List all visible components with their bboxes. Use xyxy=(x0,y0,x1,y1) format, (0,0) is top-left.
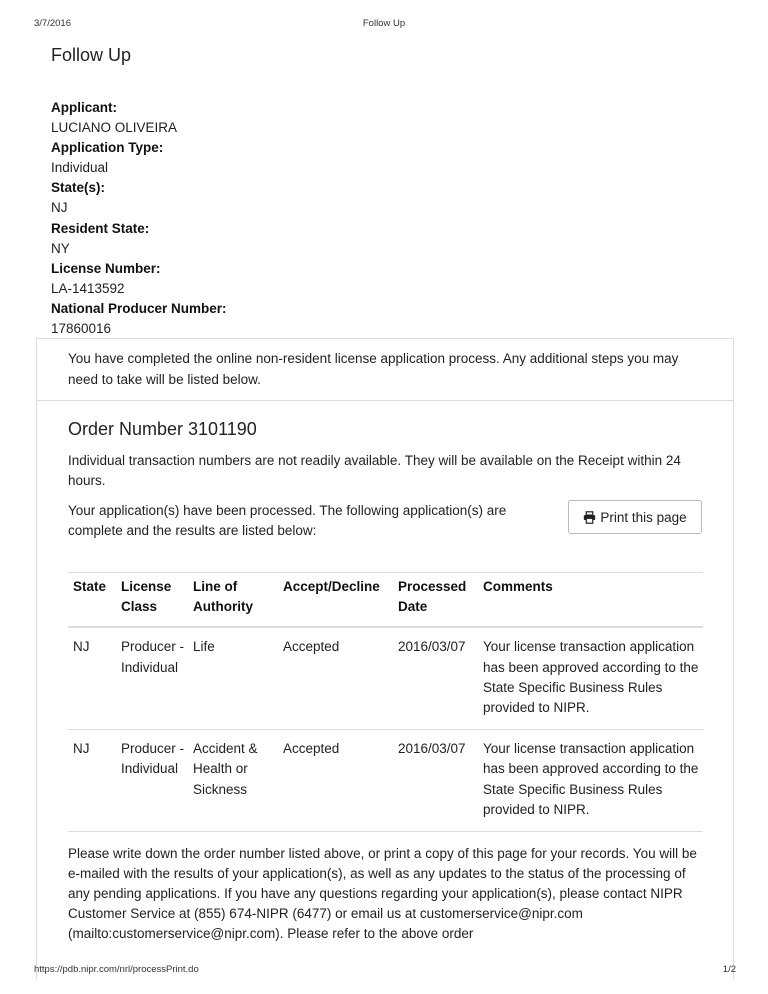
header-state: State xyxy=(73,579,107,594)
cell-processed-date: 2016/03/07 xyxy=(398,639,466,655)
cell-line-of-authority: Life xyxy=(193,639,215,655)
npn-label: National Producer Number: xyxy=(51,300,227,316)
cell-accept-decline: Accepted xyxy=(283,741,340,757)
completion-notice: You have completed the online non-resident license application process. Any additional steps you may need to take will be listed below. xyxy=(68,351,679,387)
table-row xyxy=(68,627,703,729)
cell-accept-decline: Accepted xyxy=(283,639,340,655)
cell-processed-date: 2016/03/07 xyxy=(398,741,466,757)
table-header-row xyxy=(68,573,703,628)
print-icon xyxy=(583,511,596,524)
print-header-date: 3/7/2016 xyxy=(34,18,71,29)
license-number-value: LA-1413592 xyxy=(51,280,125,296)
cell-state: NJ xyxy=(73,639,90,655)
states-value: NJ xyxy=(51,200,68,216)
resident-state-value: NY xyxy=(51,240,70,256)
cell-state: NJ xyxy=(73,741,90,757)
header-processed-date: Processed Date xyxy=(398,579,467,615)
cell-comments: Your license transaction application has been approved according to the State Specific Business Rules provided to NIPR. xyxy=(483,639,699,716)
cell-line-of-authority: Accident & Health or Sickness xyxy=(193,741,258,797)
cell-license-class: Producer - Individual xyxy=(121,741,185,777)
print-footer-page: 1/2 xyxy=(722,964,736,975)
cell-license-class: Producer - Individual xyxy=(121,639,185,675)
cell-comments: Your license transaction application has been approved according to the State Specific Business Rules provided to NIPR. xyxy=(483,741,699,817)
print-header-title: Follow Up xyxy=(362,18,406,29)
results-panel xyxy=(36,338,734,979)
processed-note: Your application(s) have been processed. The following application(s) are complete and the results are listed below: xyxy=(68,503,507,538)
applicant-info xyxy=(51,98,227,339)
applicant-value: LUCIANO OLIVEIRA xyxy=(51,120,178,136)
header-comments: Comments xyxy=(483,579,553,594)
print-page-button[interactable] xyxy=(568,500,702,534)
closing-instructions: Please write down the order number listed above, or print a copy of this page for your records. You will be e-mailed with the results of your application(s), as well as any updates to the status of the processing of any pending applications. If you have any questions regarding your application(s), please contact NIPR Customer Service at (855) 674-NIPR (6477) or email us at customerservice@nipr.com (mailto:customerservice@nipr.com). Please refer to the above order xyxy=(68,846,697,941)
license-number-label: License Number: xyxy=(51,260,161,276)
print-button-label: Print this page xyxy=(600,509,687,525)
application-type-label: Application Type: xyxy=(51,140,164,156)
header-license-class: License Class xyxy=(121,579,172,615)
states-label: State(s): xyxy=(51,180,106,196)
header-accept-decline: Accept/Decline xyxy=(283,579,380,594)
transaction-note: Individual transaction numbers are not readily available. They will be available on the Receipt within 24 hours. xyxy=(68,453,681,488)
header-line-of-authority: Line of Authority xyxy=(193,579,253,615)
applicant-label: Applicant: xyxy=(51,100,117,115)
table-row xyxy=(68,730,703,832)
resident-state-label: Resident State: xyxy=(51,220,150,236)
npn-value: 17860016 xyxy=(51,321,112,337)
page-title: Follow Up xyxy=(51,45,132,65)
print-footer-url: https://pdb.nipr.com/nrl/processPrint.do xyxy=(34,964,199,975)
application-type-value: Individual xyxy=(51,160,109,176)
results-table xyxy=(68,572,703,832)
order-number-heading: Order Number 3101190 xyxy=(68,419,257,439)
panel-divider xyxy=(37,400,733,401)
